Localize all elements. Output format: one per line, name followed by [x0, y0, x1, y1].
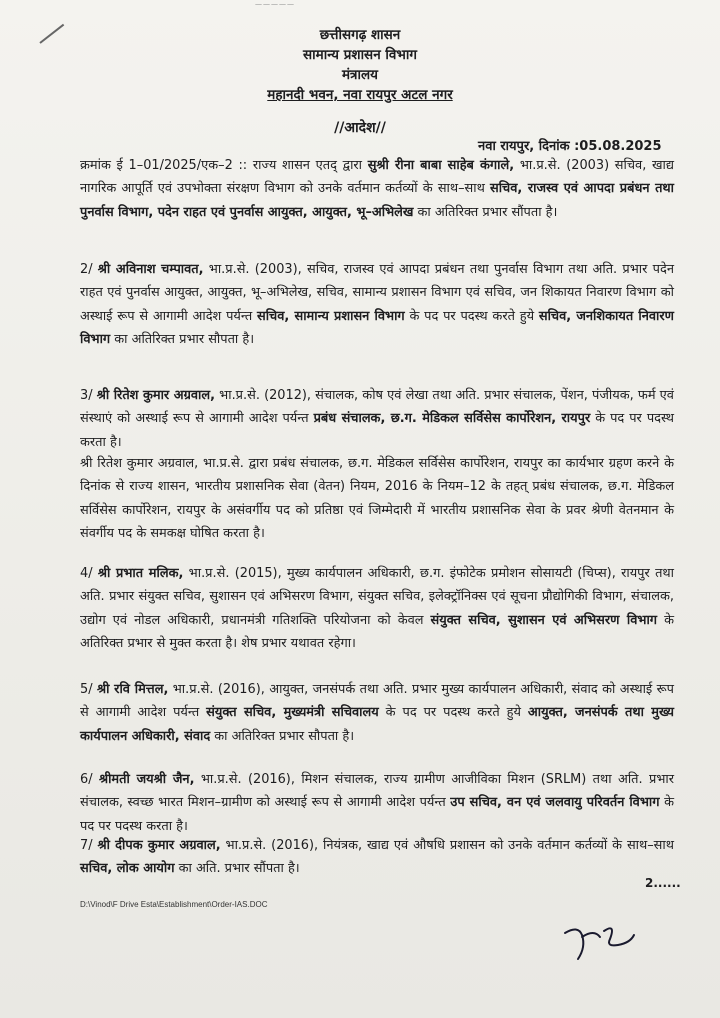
next-page-marker: 2...... — [645, 876, 681, 890]
paragraph-2-segment: सचिव, सामान्य प्रशासन विभाग — [257, 308, 405, 324]
header-ministry: मंत्रालय — [341, 67, 378, 83]
paragraph-2-segment: का अतिरिक्त प्रभार सौपता है। — [110, 332, 255, 348]
paragraph-2-segment: के पद पर पदस्थ करते हुये — [404, 308, 539, 324]
paragraph-8-segment: सचिव, लोक आयोग — [80, 861, 175, 877]
paragraph-3-segment: भा.प्र.से. (2012), संचालक, कोष एवं लेखा तथा अति. प्रभार संचालक, पेंशन, पंजीयक, फर्म एवं संस्थाएं को अस्थाई रूप से आगामी आदेश पर्यन्त — [80, 388, 674, 427]
paragraph-7-segment: 6/ — [80, 772, 99, 787]
header-address-text: महानदी भवन, नवा रायपुर अटल नगर — [267, 87, 453, 103]
paragraph-6-segment: संयुक्त सचिव, मुख्यमंत्री सचिवालय — [206, 705, 379, 721]
paragraph-7 — [80, 834, 674, 881]
paragraph-6-segment: का अतिरिक्त प्रभार सौपता है। — [210, 728, 355, 744]
paragraph-2 — [80, 258, 674, 352]
order-date: नवा रायपुर, दिनांक :05.08.2025 — [478, 139, 662, 154]
paragraph-2-segment: भा.प्र.से. (2003), सचिव, राजस्व एवं आपदा प्रबंधन तथा पुनर्वास विभाग तथा अति. प्रभार पदेन राहत एवं पुनर्वास आयुक्त, आयुक्त, भू–अभिलेख, सचिव, सामान्य प्रशासन विभाग एवं सचिव, जन शिकायत निवारण विभाग को अस्थाई रूप से आगामी आदेश पर्यन्त — [80, 262, 674, 324]
order-title: //आदेश// — [334, 120, 386, 136]
paragraph-8-segment: का अति. प्रभार सौंपता है। — [174, 861, 300, 877]
paragraph-8-segment: 7/ — [80, 838, 98, 853]
paragraph-1-segment: क्रमांक ई 1–01/2025/एक–2 :: राज्य शासन एतद् द्वारा — [80, 158, 368, 173]
paragraph-5-segment: भा.प्र.से. (2015), मुख्य कार्यपालन अधिकारी, छ.ग. इंफोटेक प्रमोशन सोसायटी (चिप्स), रायपुर तथा अति. प्रभार संयुक्त सचिव, सुशासन एवं अभिसरण विभाग, संयुक्त सचिव, इलेक्ट्रॉनिक्स एवं सूचना प्रौद्योगिकी विभाग, संचालक, उद्योग एवं नोडल अधिकारी, प्रधानमंत्री गतिशक्ति परियोजना को केवल — [80, 566, 674, 628]
paragraph-5-segment: 4/ — [80, 566, 98, 581]
paragraph-5-segment: के अतिरिक्त प्रभार से मुक्त करता है। शेष प्रभार यथावत रहेगा। — [80, 612, 674, 652]
paragraph-4-segment: श्री रितेश कुमार अग्रवाल, भा.प्र.से. द्वारा प्रबंध संचालक, छ.ग. मेडिकल सर्विसेस कार्पोरेशन, रायपुर का कार्यभार ग्रहण करने के दिनांक से राज्य शासन, भारतीय प्रशासनिक सेवा (वेतन) नियम, 2016 के नियम–12 के तहत् प्रबंध संचालक, छ.ग. मेडिकल सर्विसेस कार्पोरेशन, रायपुर के असंवर्गीय पद को प्रतिष्ठा एवं जिम्मेदारी में भारतीय प्रशासनिक सेवा के प्रवर श्रेणी वेतनमान के संवर्गीय पद के समकक्ष घोषित करता है। — [80, 456, 674, 542]
paragraph-1-segment: सचिव, राजस्व एवं आपदा प्रबंधन तथा पुनर्वास विभाग, पदेन राहत एवं पुनर्वास आयुक्त, आयुक्त, भू–अभिलेख — [80, 181, 674, 220]
paragraph-3-segment: 3/ — [80, 388, 97, 403]
paragraph-5-segment: श्री प्रभात मलिक, — [97, 566, 184, 581]
signature-mark — [560, 915, 650, 965]
paragraph-2-segment: सचिव, जनशिकायत निवारण विभाग — [80, 308, 674, 348]
header-address — [0, 86, 720, 105]
paragraph-8-segment: श्री दीपक कुमार अग्रवाल, — [97, 838, 221, 853]
paragraph-1 — [80, 154, 674, 224]
paragraph-7-segment: भा.प्र.से. (2016), मिशन संचालक, राज्य ग्रामीण आजीविका मिशन (SRLM) तथा अति. प्रभार संचालक, स्वच्छ भारत मिशन–ग्रामीण को अस्थाई रूप से आगामी आदेश पर्यन्त — [80, 772, 674, 811]
paragraph-5-segment: संयुक्त सचिव, सुशासन एवं अभिसरण विभाग — [430, 612, 658, 628]
paragraph-1-segment: सुश्री रीना बाबा साहेब कंगाले, — [367, 158, 515, 173]
header-government: छत्तीसगढ़ शासन — [319, 27, 401, 43]
paragraph-3-segment: श्री रितेश कुमार अग्रवाल, — [96, 388, 216, 403]
paragraph-6 — [80, 768, 674, 838]
paragraph-1-segment: का अतिरिक्त प्रभार सौंपता है। — [413, 204, 558, 220]
paragraph-5 — [80, 678, 674, 748]
paragraph-2-segment: श्री अविनाश चम्पावत, — [97, 262, 204, 277]
header-department: सामान्य प्रशासन विभाग — [303, 47, 417, 63]
paragraph-6-segment: 5/ — [80, 682, 97, 697]
top-edge-mark: ————— — [255, 0, 295, 8]
footer-file-path: D:\Vinod\F Drive Esta\Establishment\Order-IAS.DOC — [80, 900, 268, 909]
paragraph-2-segment: 2/ — [80, 262, 98, 277]
paragraph-7-segment: के पद पर पदस्थ करता है। — [80, 795, 674, 834]
paragraph-6-segment: श्री रवि मित्तल, — [96, 682, 169, 697]
paragraph-6-segment: आयुक्त, जनसंपर्क तथा मुख्य कार्यपालन अधिकारी, संवाद — [80, 705, 674, 744]
paragraph-6-segment: भा.प्र.से. (2016), आयुक्त, जनसंपर्क तथा अति. प्रभार मुख्य कार्यपालन अधिकारी, संवाद को अस्थाई रूप से आगामी आदेश पर्यन्त — [80, 682, 674, 721]
paragraph-7-segment: श्रीमती जयश्री जैन, — [98, 772, 195, 787]
paragraph-3 — [80, 384, 674, 454]
paragraph-8-segment: भा.प्र.से. (2016), नियंत्रक, खाद्य एवं औषधि प्रशासन को उनके वर्तमान कर्तव्यों के साथ–साथ — [220, 838, 674, 853]
paragraph-3-segment: प्रबंध संचालक, छ.ग. मेडिकल सर्विसेस कार्पोरेशन, रायपुर — [313, 411, 591, 427]
paragraph-1-segment: भा.प्र.से. (2003) सचिव, खाद्य नागरिक आपूर्ति एवं उपभोक्ता संरक्षण विभाग को उनके वर्तमान कर्तव्यों के साथ–साथ — [80, 158, 674, 197]
paragraph-4 — [80, 562, 674, 656]
paragraph-3-segment: के पद पर पदस्थ करता है। — [80, 411, 674, 450]
paragraph-7-segment: उप सचिव, वन एवं जलवायु परिवर्तन विभाग — [450, 795, 660, 811]
paragraph-6-segment: के पद पर पदस्थ करते हुये — [378, 705, 528, 721]
paragraph-3-note — [80, 452, 674, 546]
